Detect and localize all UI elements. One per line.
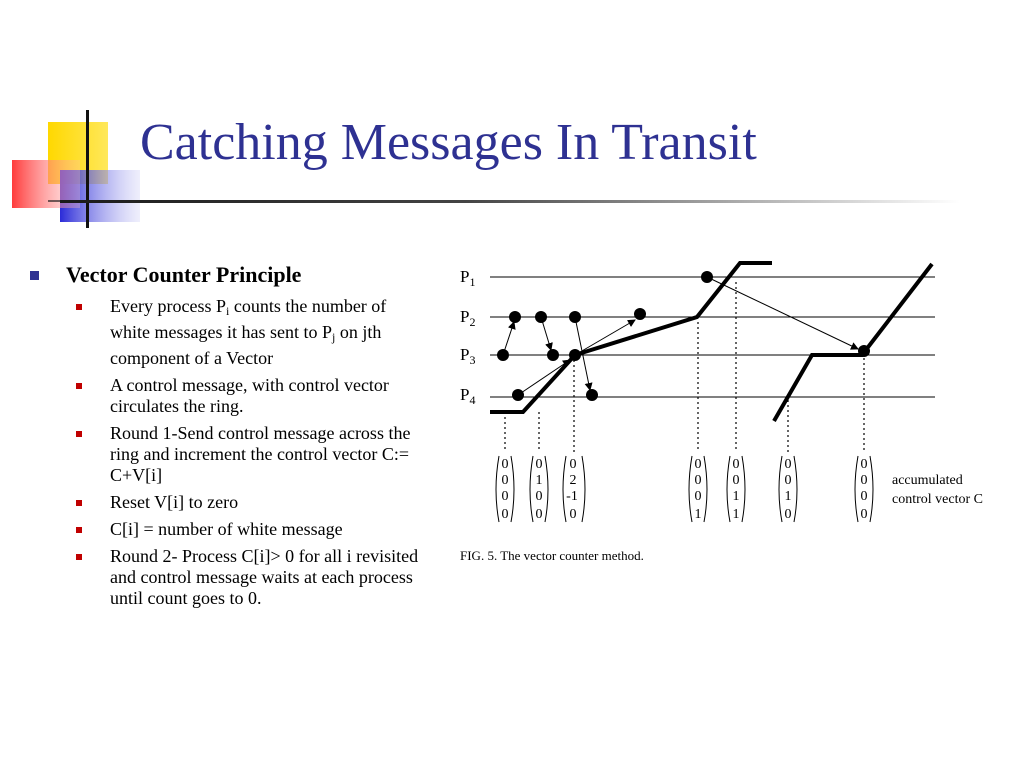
svg-text:0: 0 xyxy=(501,457,509,472)
svg-text:0: 0 xyxy=(535,507,543,522)
vector-label-line1: accumulated xyxy=(892,473,963,488)
square-bullet-icon xyxy=(76,304,82,310)
vector-label-line2: control vector C xyxy=(892,492,983,507)
svg-text:0: 0 xyxy=(860,473,868,488)
bullet-text: Reset V[i] to zero xyxy=(110,492,239,512)
process-label-p1: $P_1$ xyxy=(460,267,476,289)
vector-5 xyxy=(779,456,797,522)
vector-2 xyxy=(563,456,585,522)
svg-text:1: 1 xyxy=(694,507,702,522)
svg-text:0: 0 xyxy=(501,489,509,504)
slide-logo xyxy=(0,100,140,230)
list-item xyxy=(76,546,430,609)
vector-0 xyxy=(496,456,514,522)
svg-text:0: 0 xyxy=(569,507,577,522)
sub-bullet-list xyxy=(30,296,430,609)
bullet-text-part: counts the number of white messages it has sent to P xyxy=(110,296,387,342)
subscript: i xyxy=(225,304,230,318)
svg-text:0: 0 xyxy=(784,507,792,522)
vector-counter-diagram xyxy=(452,252,1012,572)
svg-text:0: 0 xyxy=(535,457,543,472)
bullet-text: Round 2- Process C[i]> 0 for all i revisited and control message waits at each process until count goes to 0. xyxy=(110,546,419,608)
svg-text:0: 0 xyxy=(694,457,702,472)
svg-text:2: 2 xyxy=(569,473,577,488)
bullet-heading: Vector Counter Principle xyxy=(66,262,302,287)
control-message-path xyxy=(490,263,772,412)
svg-text:0: 0 xyxy=(860,457,868,472)
square-bullet-icon xyxy=(76,527,82,533)
list-item xyxy=(76,296,430,369)
svg-text:0: 0 xyxy=(732,473,740,488)
square-bullet-icon xyxy=(76,431,82,437)
svg-text:0: 0 xyxy=(732,457,740,472)
control-vectors xyxy=(496,456,873,522)
svg-text:1: 1 xyxy=(732,489,740,504)
svg-text:0: 0 xyxy=(860,507,868,522)
figure-caption: FIG. 5. The vector counter method. xyxy=(460,548,644,563)
svg-text:0: 0 xyxy=(784,473,792,488)
slide-title: Catching Messages In Transit xyxy=(140,114,757,171)
square-bullet-icon xyxy=(76,383,82,389)
bullet-text: A control message, with control vector circulates the ring. xyxy=(110,375,389,416)
process-label-p3: $P_3$ xyxy=(460,345,476,367)
svg-text:0: 0 xyxy=(694,473,702,488)
svg-text:1: 1 xyxy=(535,473,543,488)
bullet-text-part: on jth component of a Vector xyxy=(110,322,382,368)
list-item xyxy=(76,519,430,540)
list-item xyxy=(76,492,430,513)
bullet-text: Round 1-Send control message across the ring and increment the control vector C:= C+V[i] xyxy=(110,423,411,485)
process-label-p4: $P_4$ xyxy=(460,385,476,407)
svg-text:0: 0 xyxy=(860,489,868,504)
svg-text:0: 0 xyxy=(501,507,509,522)
bullet-content xyxy=(30,262,430,615)
vector-1 xyxy=(530,456,548,522)
bullet-text xyxy=(110,296,430,369)
bullet-heading-row xyxy=(30,262,430,288)
svg-text:1: 1 xyxy=(732,507,740,522)
vector-4 xyxy=(727,456,745,522)
square-bullet-icon xyxy=(76,554,82,560)
svg-text:0: 0 xyxy=(694,489,702,504)
svg-text:0: 0 xyxy=(569,457,577,472)
process-label-p2: $P_2$ xyxy=(460,307,476,329)
square-bullet-icon xyxy=(76,500,82,506)
list-item xyxy=(76,423,430,486)
bullet-text: C[i] = number of white message xyxy=(110,519,343,539)
vector-3 xyxy=(689,456,707,522)
vector-counter-figure xyxy=(452,252,1012,572)
svg-text:0: 0 xyxy=(784,457,792,472)
square-bullet-icon xyxy=(30,271,39,280)
vector-6 xyxy=(855,456,873,522)
svg-text:1: 1 xyxy=(784,489,792,504)
title-underline xyxy=(60,200,960,203)
bullet-text-part: Every process P xyxy=(110,296,226,316)
list-item xyxy=(76,375,430,417)
svg-text:-1: -1 xyxy=(566,489,578,504)
svg-text:0: 0 xyxy=(535,489,543,504)
subscript: j xyxy=(331,330,336,344)
svg-text:0: 0 xyxy=(501,473,509,488)
